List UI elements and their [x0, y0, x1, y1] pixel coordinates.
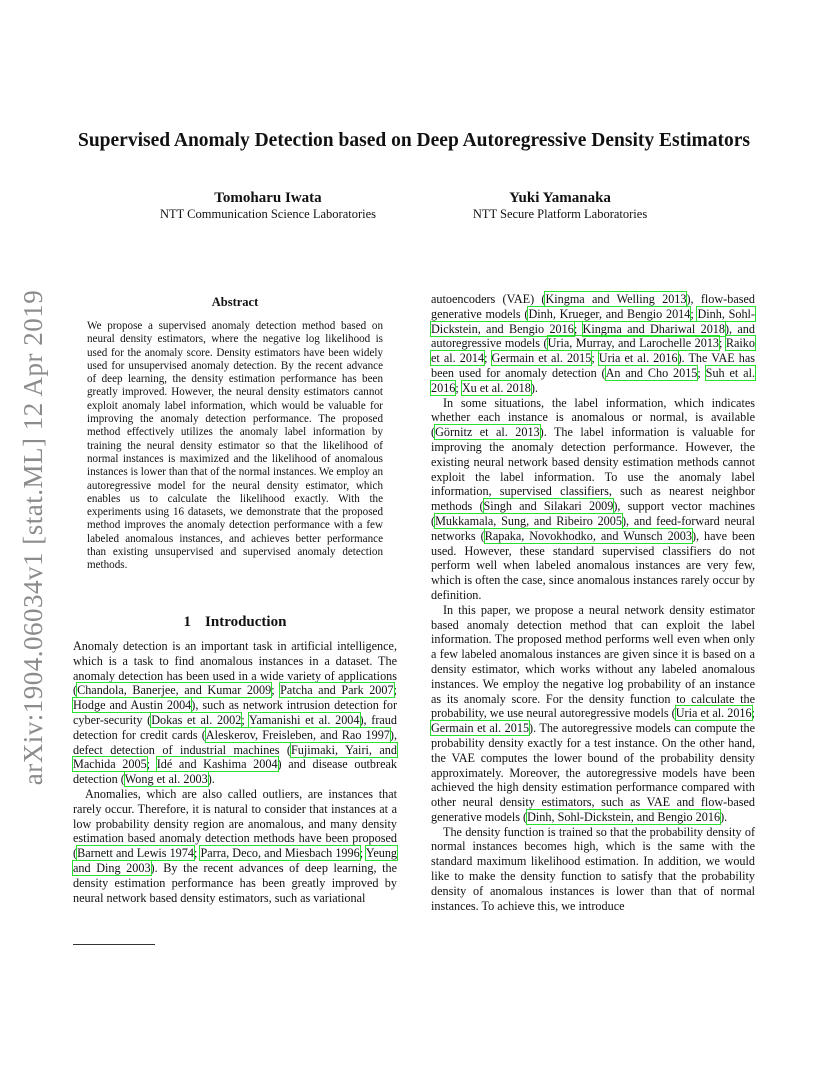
citation-link[interactable]: Fujimaki, Yairi, and Machida 2005 — [73, 742, 397, 772]
citation-link[interactable]: Dinh, Sohl-Dickstein, and Bengio 2016 — [527, 809, 721, 824]
author-name: Tomoharu Iwata — [214, 190, 322, 206]
paragraph: autoencoders (VAE) (Kingma and Welling 2013), flow-based generative models (Dinh, Krueger, and Bengio 2014; Dinh, Sohl-Dickstein, and Bengio 2016; Kingma and Dhariwal 2018), and autoregressive models (Uria, Murray, and Larochelle 2013; Raiko et al. 2014; Germain et al. 2015; Uria et al. 2016). The VAE has been used for anomaly detection (An and Cho 2015; Suh et al. 2016; Xu et al. 2018). — [431, 292, 756, 395]
citation-link[interactable]: Dinh, Sohl-Dickstein, and Bengio 2016 — [431, 306, 755, 336]
citation-link[interactable]: Patcha and Park 2007 — [280, 683, 394, 698]
citation-link[interactable]: Suh et al. 2016 — [431, 365, 756, 395]
intro-left-column — [73, 639, 397, 905]
paragraph: In this paper, we propose a neural network density estimator based anomaly detection method that can exploit the label information. The proposed method performs well even when only a few labeled anomalous instances are given since it is based on a density estimator, which works without any labeled anomalous instances. We employ the negative log probability of an instance as its anomaly score. For the density function to calculate the probability, we use neural autoregressive models (Uria et al. 2016; Germain et al. 2015). The autoregressive models can compute the probability density exactly for a test instance. On the other hand, the VAE computes the lower bound of the probability density approximately. Moreover, the autoregressive models have been achieved the high density estimation performance compared with other neural density estimators, such as VAE and flow-based generative models (Dinh, Sohl-Dickstein, and Bengio 2016). — [431, 602, 756, 824]
paragraph: In some situations, the label information, which indicates whether each instance is anomalous or normal, is available (Görnitz et al. 2013). The label information is valuable for improving the anomaly detection performance. However, the existing neural network based density estimation methods cannot exploit the label information. To use the anomaly label information, supervised classifiers, such as nearest neighbor methods (Singh and Silakari 2009), support vector machines (Mukkamala, Sung, and Ribeiro 2005), and feed-forward neural networks (Rapaka, Novokhodko, and Wunsch 2003), have been used. However, these standard supervised classifiers do not perform well when labeled anomalous instances are very few, which is often the case, since anomalous instances rarely occur by definition. — [431, 395, 755, 602]
author-name: Yuki Yamanaka — [509, 190, 611, 206]
paragraph: Anomaly detection is an important task in artificial intelligence, which is a task to find anomalous instances in a dataset. The anomaly detection has been used in a wide variety of applications (Chandola, Banerjee, and Kumar 2009; Patcha and Park 2007; Hodge and Austin 2004), such as network intrusion detection for cyber-security (Dokas et al. 2002; Yamanishi et al. 2004), fraud detection for credit cards (Aleskerov, Freisleben, and Rao 1997), defect detection of industrial machines (Fujimaki, Yairi, and Machida 2005; Idé and Kashima 2004) and disease outbreak detection (Wong et al. 2003). — [73, 639, 397, 787]
citation-link[interactable]: Idé and Kashima 2004 — [156, 757, 278, 772]
citation-link[interactable]: Parra, Deco, and Miesbach 1996 — [200, 846, 360, 861]
citation-link[interactable]: Mukkamala, Sung, and Ribeiro 2005 — [435, 513, 622, 528]
citation-link[interactable]: Aleskerov, Freisleben, and Rao 1997 — [205, 727, 390, 742]
paragraph: Anomalies, which are also called outliers, are instances that rarely occur. Therefore, it is natural to consider that instances at a low probability density region are anomalous, and many density estimation based anomaly detection methods have been proposed (Barnett and Lewis 1974; Parra, Deco, and Miesbach 1996; Yeung and Ding 2003). By the recent advances of deep learning, the density estimation performance has been greatly improved by neural network based density estimators, such as variational — [73, 786, 398, 905]
section-number: 1 — [183, 614, 192, 630]
citation-link[interactable]: Kingma and Dhariwal 2018 — [582, 321, 725, 336]
section-heading-introduction — [73, 614, 397, 631]
citation-link[interactable]: Xu et al. 2018 — [461, 380, 531, 395]
right-column — [431, 292, 755, 913]
citation-link[interactable]: Germain et al. 2015 — [491, 351, 592, 366]
author-2 — [410, 190, 710, 222]
citation-link[interactable]: Germain et al. 2015 — [431, 721, 530, 736]
citation-link[interactable]: Yamanishi et al. 2004 — [248, 712, 360, 727]
citation-link[interactable]: An and Cho 2015 — [605, 365, 698, 380]
abstract-body: We propose a supervised anomaly detection method based on neural density estimators, where the negative log likelihood is used for the anomaly score. Density estimators have been widely used for unsupervised anomaly detection. By the recent advance of deep learning, the density estimation performance has been greatly improved. However, the neural density estimators cannot exploit anomaly label information, which would be valuable for improving the anomaly detection performance. The proposed method effectively utilizes the anomaly label information by training the neural density estimator so that the likelihood of normal instances is maximized and the likelihood of anomalous instances is lower than that of the normal instances. We employ an autoregressive model for the neural density estimator, which enables us to calculate the likelihood exactly. With the experiments using 16 datasets, we demonstrate that the proposed method improves the anomaly detection performance with a few labeled anomalous instances, and achieves better performance than existing unsupervised and supervised anomaly detection methods. — [87, 320, 383, 572]
citation-link[interactable]: Uria et al. 2016 — [675, 706, 752, 721]
citation-link[interactable]: Hodge and Austin 2004 — [73, 698, 192, 713]
abstract-heading: Abstract — [211, 295, 259, 309]
author-affiliation: NTT Communication Science Laboratories — [159, 207, 377, 221]
citation-link[interactable]: Singh and Silakari 2009 — [483, 499, 614, 514]
citation-link[interactable]: Barnett and Lewis 1974 — [77, 846, 194, 861]
citation-link[interactable]: Chandola, Banerjee, and Kumar 2009 — [77, 683, 272, 698]
footnote-rule — [73, 944, 155, 945]
paragraph: The density function is trained so that the probability density of normal instances becomes high, which is the same with the standard maximum likelihood estimation. In addition, we would like to make the density function to satisfy that the probability density of anomalous instances is lower than that of normal instances. To achieve this, we introduce — [431, 824, 755, 913]
citation-link[interactable]: Görnitz et al. 2013 — [435, 425, 540, 440]
citation-link[interactable]: Rapaka, Novokhodko, and Wunsch 2003 — [484, 528, 692, 543]
citation-link[interactable]: Dinh, Krueger, and Bengio 2014 — [528, 306, 691, 321]
citation-link[interactable]: Uria et al. 2016 — [598, 351, 678, 366]
author-affiliation: NTT Secure Platform Laboratories — [472, 207, 648, 221]
arxiv-identifier-text: arXiv:1904.06034v1 [stat.ML] 12 Apr 2019 — [18, 289, 49, 785]
arxiv-identifier — [14, 282, 54, 792]
citation-link[interactable]: Raiko et al. 2014 — [431, 336, 755, 366]
citation-link[interactable]: Kingma and Welling 2013 — [545, 292, 687, 306]
author-1 — [118, 190, 418, 222]
section-title: Introduction — [205, 614, 287, 630]
citation-link[interactable]: Wong et al. 2003 — [124, 772, 208, 787]
citation-link[interactable]: Dokas et al. 2002 — [151, 712, 242, 727]
paper-title: Supervised Anomaly Detection based on Deep Autoregressive Density Estimators — [77, 130, 750, 151]
citation-link[interactable]: Uria, Murray, and Larochelle 2013 — [547, 336, 720, 351]
citation-link[interactable]: Yeung and Ding 2003 — [73, 846, 398, 875]
